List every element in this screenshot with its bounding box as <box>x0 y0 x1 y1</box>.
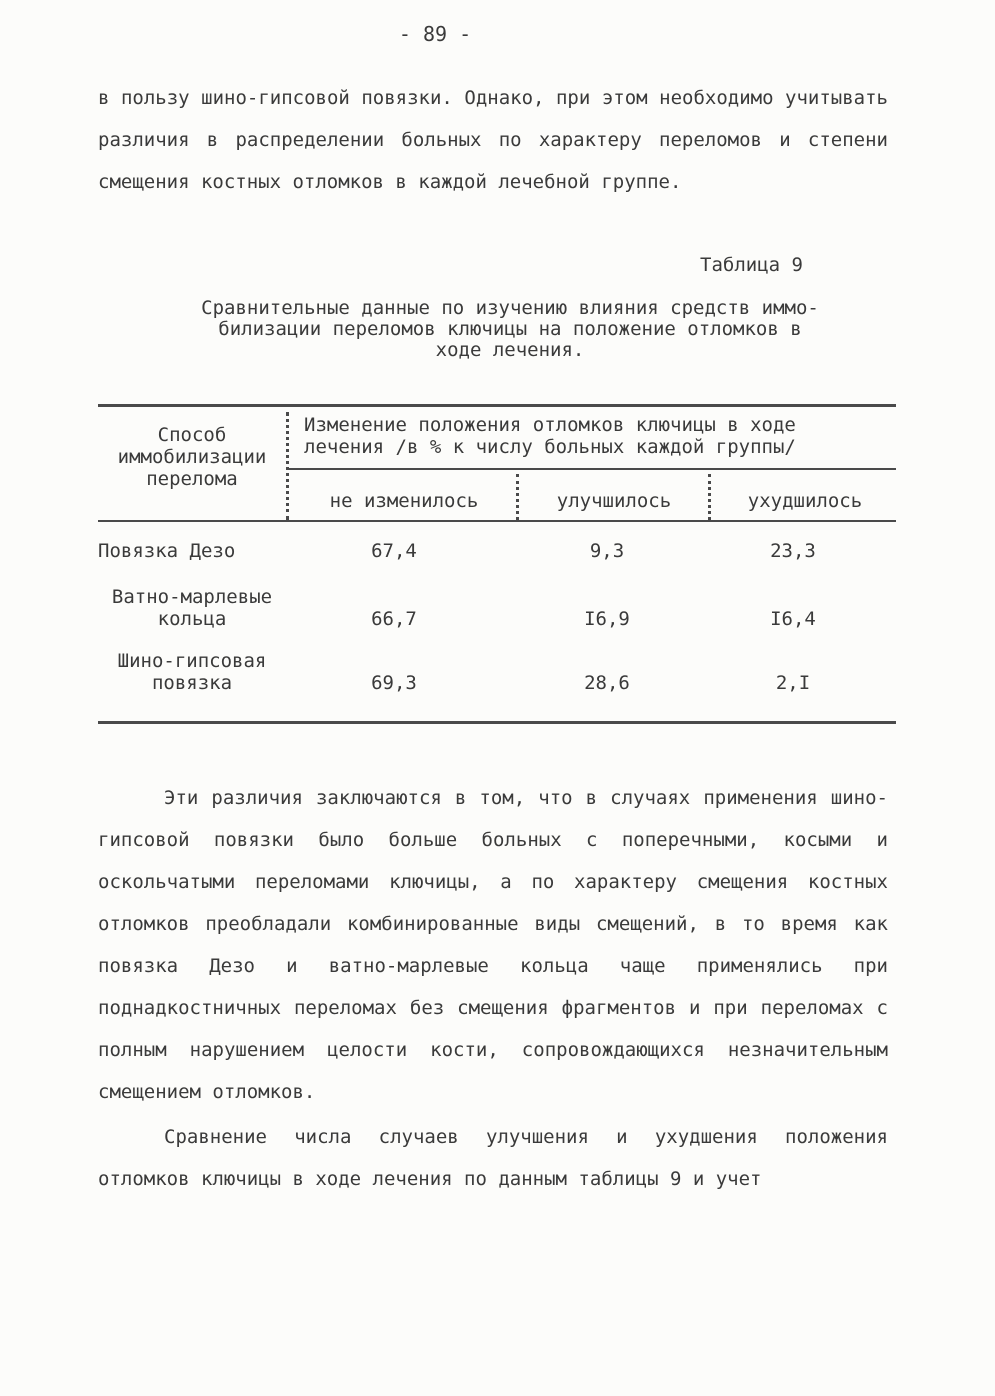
paragraph-1: в пользу шино-гипсовой повязки. Однако, при этом необходимо учитывать различия в распределении больных по характеру переломов и степени смещения костных отломков в каждой лечебной группе. <box>98 87 888 193</box>
column-header: улучшилось <box>556 490 672 512</box>
paragraph-3: Сравнение числа случаев улучшения и ухудшения положения отломков ключицы в ходе лечения по данным таблицы 9 и учет <box>98 1126 888 1190</box>
data-table <box>98 404 896 726</box>
table-cell: 28,6 <box>584 672 630 694</box>
table-cell: I6,9 <box>584 608 630 630</box>
table-number: Таблица 9 <box>700 254 803 276</box>
page-number: - 89 - <box>398 22 472 46</box>
header-separator <box>286 412 289 520</box>
row-label: Шино-гипсовая повязка <box>117 650 267 694</box>
header-method: Способ иммобилизации перелома <box>117 424 267 490</box>
table-cell: 9,3 <box>589 540 625 562</box>
column-header: ухудшилось <box>747 490 863 512</box>
column-separator <box>516 474 519 520</box>
column-header: не изменилось <box>329 490 479 512</box>
table-group-rule <box>288 468 896 470</box>
table-cell: 66,7 <box>371 608 417 630</box>
table-bottom-rule <box>98 721 896 724</box>
table-cell: 69,3 <box>371 672 417 694</box>
header-group: Изменение положения отломков ключицы в ходе лечения /в % к числу больных каждой группы/ <box>304 414 796 458</box>
table-caption: Сравнительные данные по изучению влияния средств иммо- билизации переломов ключицы на положение отломков в ходе лечения. <box>201 297 819 361</box>
table-cell: 67,4 <box>371 540 417 562</box>
table-header-rule <box>98 520 896 522</box>
column-separator <box>708 474 711 520</box>
row-label: Повязка Дезо <box>98 540 236 562</box>
table-cell: I6,4 <box>770 608 816 630</box>
table-cell: 23,3 <box>770 540 816 562</box>
table-cell: 2,I <box>775 672 811 694</box>
paragraph-2: Эти различия заключаются в том, что в случаях применения шино-гипсовой повязки было больше больных с поперечными, косыми и оскольчатыми переломами ключицы, а по характеру смещения костных отломков преобладали комбинированные виды смещений, в то время как повязка Дезо и ватно-марлевые кольца чаще применялись при поднадкостничных переломах без смещения фрагментов и при переломах с полным нарушением целости кости, сопровождающихся незначительным смещением отломков. <box>98 787 888 1103</box>
table-top-rule <box>98 404 896 407</box>
row-label: Ватно-марлевые кольца <box>111 586 273 630</box>
